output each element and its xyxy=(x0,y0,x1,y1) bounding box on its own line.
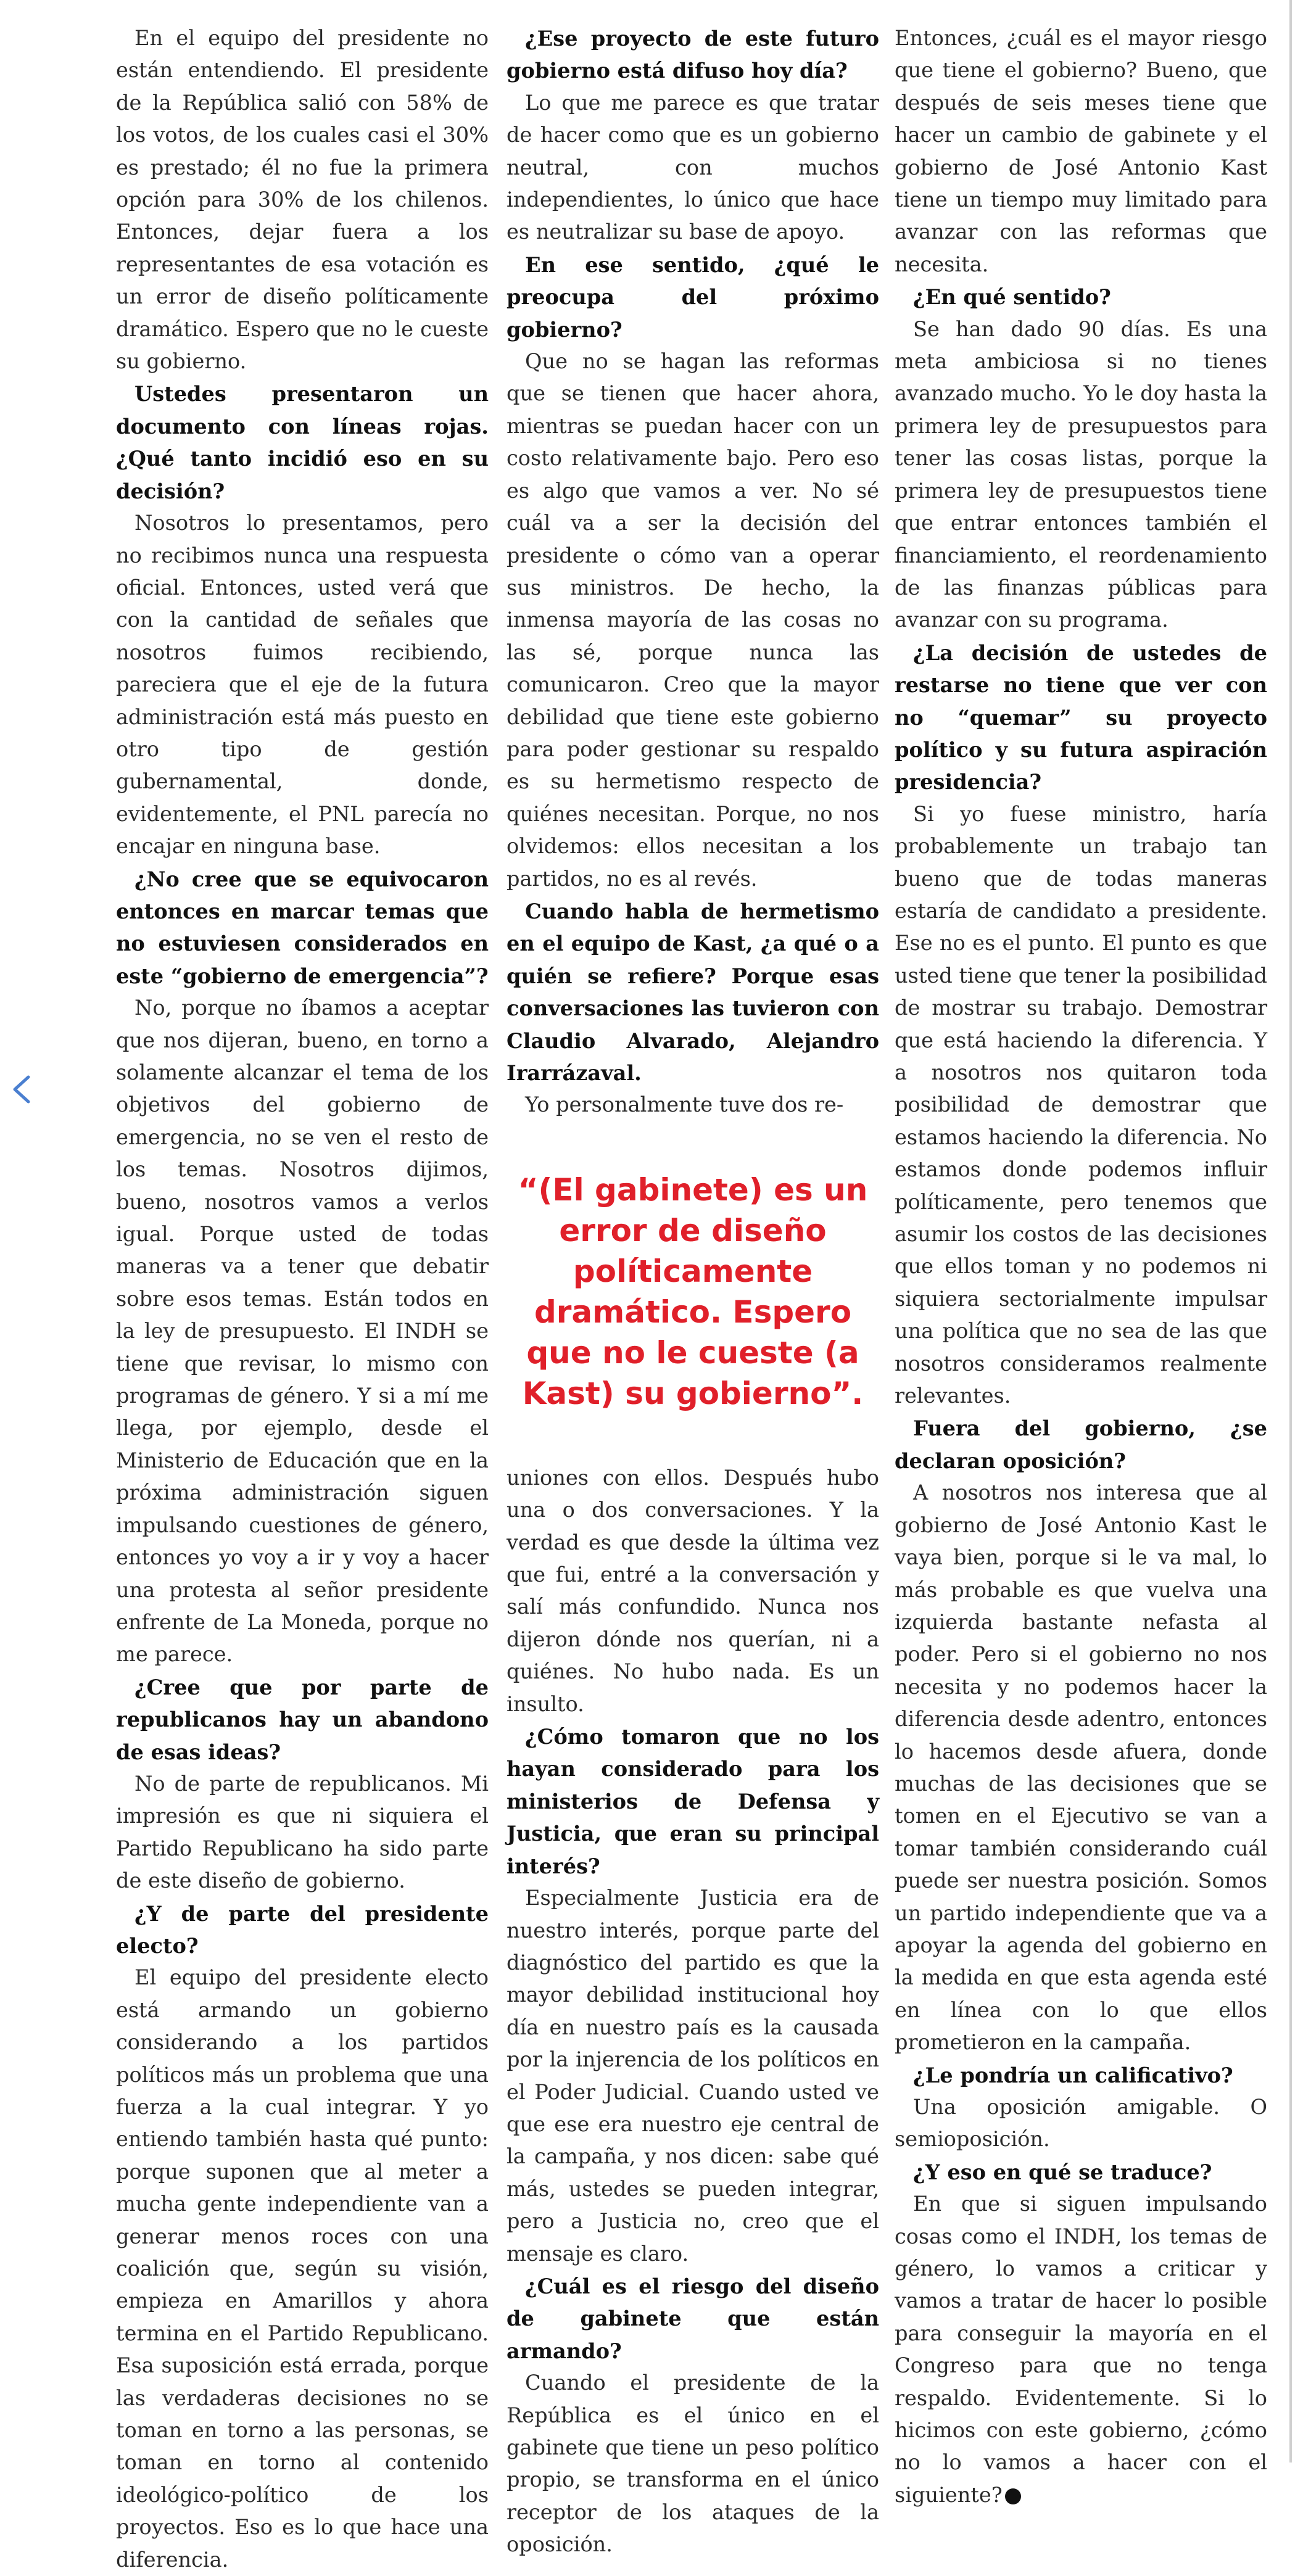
interview-answer: Cuando el presidente de la República es el único en el gabinete que tiene un peso político propio, se transforma en el único receptor de los ataques de la oposición. xyxy=(507,2371,879,2557)
interview-answer: A nosotros nos interesa que al gobierno de José Antonio Kast le vaya bien, porque si le va mal, lo más probable es que vuelva una izquierda bastante nefasta al poder. Pero si el gobierno no nos necesita y no podemos hacer la diferencia desde adentro, entonces lo hacemos desde afuera, donde muchas de las decisiones que se tomen en el Ejecutivo se van a tomar también considerando cuál puede ser nuestra posición. Somos un partido independiente que va a apoyar la agenda del gobierno en la medida en que esta agenda esté en línea con lo que ellos prometieron en la campaña. xyxy=(895,1480,1267,2055)
page-edge-divider xyxy=(1289,0,1292,2462)
interview-answer: No, porque no íbamos a aceptar que nos dijeran, bueno, en torno a solamente alcanzar el tema de los objetivos del gobierno de emergencia, no se ven el resto de los temas. Nosotros dijimos, bueno, nosotros vamos a verlos igual. Porque usted de todas maneras va a tener que debatir sobre esos temas. Están todos en la ley de presupuesto. El INDH se tiene que revisar, lo mismo con programas de género. Y si a mí me llega, por ejemplo, desde el Ministerio de Educación que en la próxima administración siguen impulsando cuestiones de género, entonces yo voy a ir y voy a hacer una protesta al señor presidente enfrente de La Moneda, porque no me parece. xyxy=(116,996,489,1667)
interview-answer: Que no se hagan las reformas que se tienen que hacer ahora, mientras se puedan hacer con un costo relativamente bajo. Pero eso es algo que vamos a ver. No sé cuál va a ser la decisión del presidente o cómo van a operar sus ministros. De hecho, la inmensa mayoría de las cosas no las sé, porque nunca las comunicaron. Creo que la mayor debilidad que tiene este gobierno para poder gestionar su respaldo es su hermetismo respecto de quiénes necesitan. Porque, no nos olvidemos: ellos necesitan a los partidos, no es al revés. xyxy=(507,349,879,891)
interview-question: ¿Cree que por parte de republicanos hay un abandono de esas ideas? xyxy=(116,1674,489,1764)
article-column-3 xyxy=(895,22,1267,2507)
interview-answer: El equipo del presidente electo está armando un gobierno considerando a los partidos políticos más un problema que una fuerza a la cual integrar. Y yo entiendo también hasta qué punto: porque suponen que al meter a mucha gente independiente van a generar menos roces con una coalición que, según su visión, empieza en Amarillos y ahora termina en el Partido Republicano. Esa suposición está errada, porque las verdaderas decisiones no se toman en torno a las personas, se toman en torno al contenido ideológico-político de los proyectos. Eso es lo que hace una diferencia. xyxy=(116,1965,489,2572)
column-2-bottom-text xyxy=(507,1462,879,2561)
chevron-left-icon[interactable] xyxy=(9,1071,35,1108)
interview-question: ¿Y de parte del presidente electo? xyxy=(116,1901,489,1958)
interview-answer: Entonces, ¿cuál es el mayor riesgo que tiene el gobierno? Bueno, que después de seis meses tiene que hacer un cambio de gabinete y el gobierno de José Antonio Kast tiene un tiempo muy limitado para avanzar con las reformas que necesita. xyxy=(895,26,1267,276)
interview-question: En ese sentido, ¿qué le preocupa del próximo gobierno? xyxy=(507,252,879,342)
interview-answer: En que si siguen impulsando cosas como el INDH, los temas de género, lo vamos a criticar y vamos a tratar de hacer lo posible para conseguir la mayoría en el Congreso para que no tenga respaldo. Evidentemente. Si lo hicimos con este gobierno, ¿cómo no lo vamos a hacer con el siguiente? xyxy=(895,2192,1267,2507)
interview-question: ¿Cuál es el riesgo del diseño de gabinete que están armando? xyxy=(507,2273,879,2363)
interview-question: ¿Le pondría un calificativo? xyxy=(913,2062,1233,2087)
column-2-top-text xyxy=(507,22,879,1121)
pull-quote: “(El gabinete) es un error de diseño políticamente dramático. Espero que no le cueste (a Kast) su gobierno”. xyxy=(518,1171,868,1411)
interview-answer: Nosotros lo presentamos, pero no recibimos nunca una respuesta oficial. Entonces, usted verá que con la cantidad de señales que nosotros fuimos recibiendo, pareciera que el eje de la futura administración está más puesto en otro tipo de gestión gubernamental, donde, evidentemente, el PNL parecía no encajar en ninguna base. xyxy=(116,511,489,859)
interview-question: ¿No cree que se equivocaron entonces en marcar temas que no estuviesen considerados en este “gobierno de emergencia”? xyxy=(116,866,489,988)
interview-answer: Una oposición amigable. O semioposición. xyxy=(895,2095,1267,2152)
interview-answer: Lo que me parece es que tratar de hacer como que es un gobierno neutral, con muchos independientes, lo único que hace es neutralizar su base de apoyo. xyxy=(507,90,879,244)
interview-question: Cuando habla de hermetismo en el equipo de Kast, ¿a qué o a quién se refiere? Porque esas conversaciones las tuvieron con Claudio Alvarado, Alejandro Irarrázaval. xyxy=(507,898,879,1085)
interview-question: ¿En qué sentido? xyxy=(913,284,1111,310)
interview-question: Ustedes presentaron un documento con líneas rojas. ¿Qué tanto incidió eso en su decisión? xyxy=(116,381,489,503)
interview-question: ¿Ese proyecto de este futuro gobierno está difuso hoy día? xyxy=(507,26,879,83)
interview-question: Fuera del gobierno, ¿se declaran oposición? xyxy=(895,1416,1267,1473)
interview-answer: Se han dado 90 días. Es una meta ambiciosa si no tienes avanzado mucho. Yo le doy hasta la primera ley de presupuestos para tener las cosas listas, porque la primera ley de presupuestos tiene que entrar entonces también el financiamiento, el reordenamiento de las finanzas públicas para avanzar con su programa. xyxy=(895,316,1267,632)
interview-answer: Si yo fuese ministro, haría probablemente un trabajo tan bueno que de todas maneras estaría de candidato a presidente. Ese no es el punto. El punto es que usted tiene que tener la posibilidad de mostrar su trabajo. Demostrar que está haciendo la diferencia. Y a nosotros nos quitaron toda posibilidad de demostrar que estamos haciendo la diferencia. No estamos donde podemos influir políticamente, pero tenemos que asumir los costos de las decisiones que ellos toman y no podemos ni siquiera sectorialmente impulsar una política que no sea de las que nosotros consideramos realmente relevantes. xyxy=(895,801,1267,1408)
interview-answer: No de parte de republicanos. Mi impresión es que ni siquiera el Partido Republicano ha sido parte de este diseño de gobierno. xyxy=(116,1771,489,1893)
interview-answer: Especialmente Justicia era de nuestro interés, porque parte del diagnóstico del partido es que la mayor debilidad institucional hoy día en nuestro país es la causada por la injerencia de los políticos en el Poder Judicial. Cuando usted ve que ese era nuestro eje central de la campaña, y nos dicen: sabe qué más, ustedes se pueden integrar, pero a Justicia no, creo que el mensaje es claro. xyxy=(507,1886,879,2266)
article-column-2 xyxy=(507,22,879,2557)
article-column-1 xyxy=(116,22,489,2572)
interview-answer: En el equipo del presidente no están entendiendo. El presidente de la República salió con 58% de los votos, de los cuales casi el 30% es prestado; él no fue la primera opción para 30% de los chilenos. Entonces, dejar fuera a los representantes de esa votación es un error de diseño políticamente dramático. Espero que no le cueste su gobierno. xyxy=(116,26,489,374)
interview-question: ¿La decisión de ustedes de restarse no tiene que ver con no “quemar” su proyecto político y su futura aspiración presidencia? xyxy=(895,640,1267,795)
interview-question: ¿Y eso en qué se traduce? xyxy=(913,2159,1212,2184)
interview-answer: uniones con ellos. Después hubo una o dos conversaciones. Y la verdad es que desde la última vez que fui, entré a la conversación y salí más confundido. Nunca nos dijeron dónde nos querían, ni a quiénes. No hubo nada. Es un insulto. xyxy=(507,1465,879,1716)
end-of-article-mark xyxy=(1005,2488,1021,2504)
interview-answer: Yo personalmente tuve dos re- xyxy=(525,1092,844,1117)
interview-question: ¿Cómo tomaron que no los hayan considerado para los ministerios de Defensa y Justicia, que eran su principal interés? xyxy=(507,1724,879,1878)
